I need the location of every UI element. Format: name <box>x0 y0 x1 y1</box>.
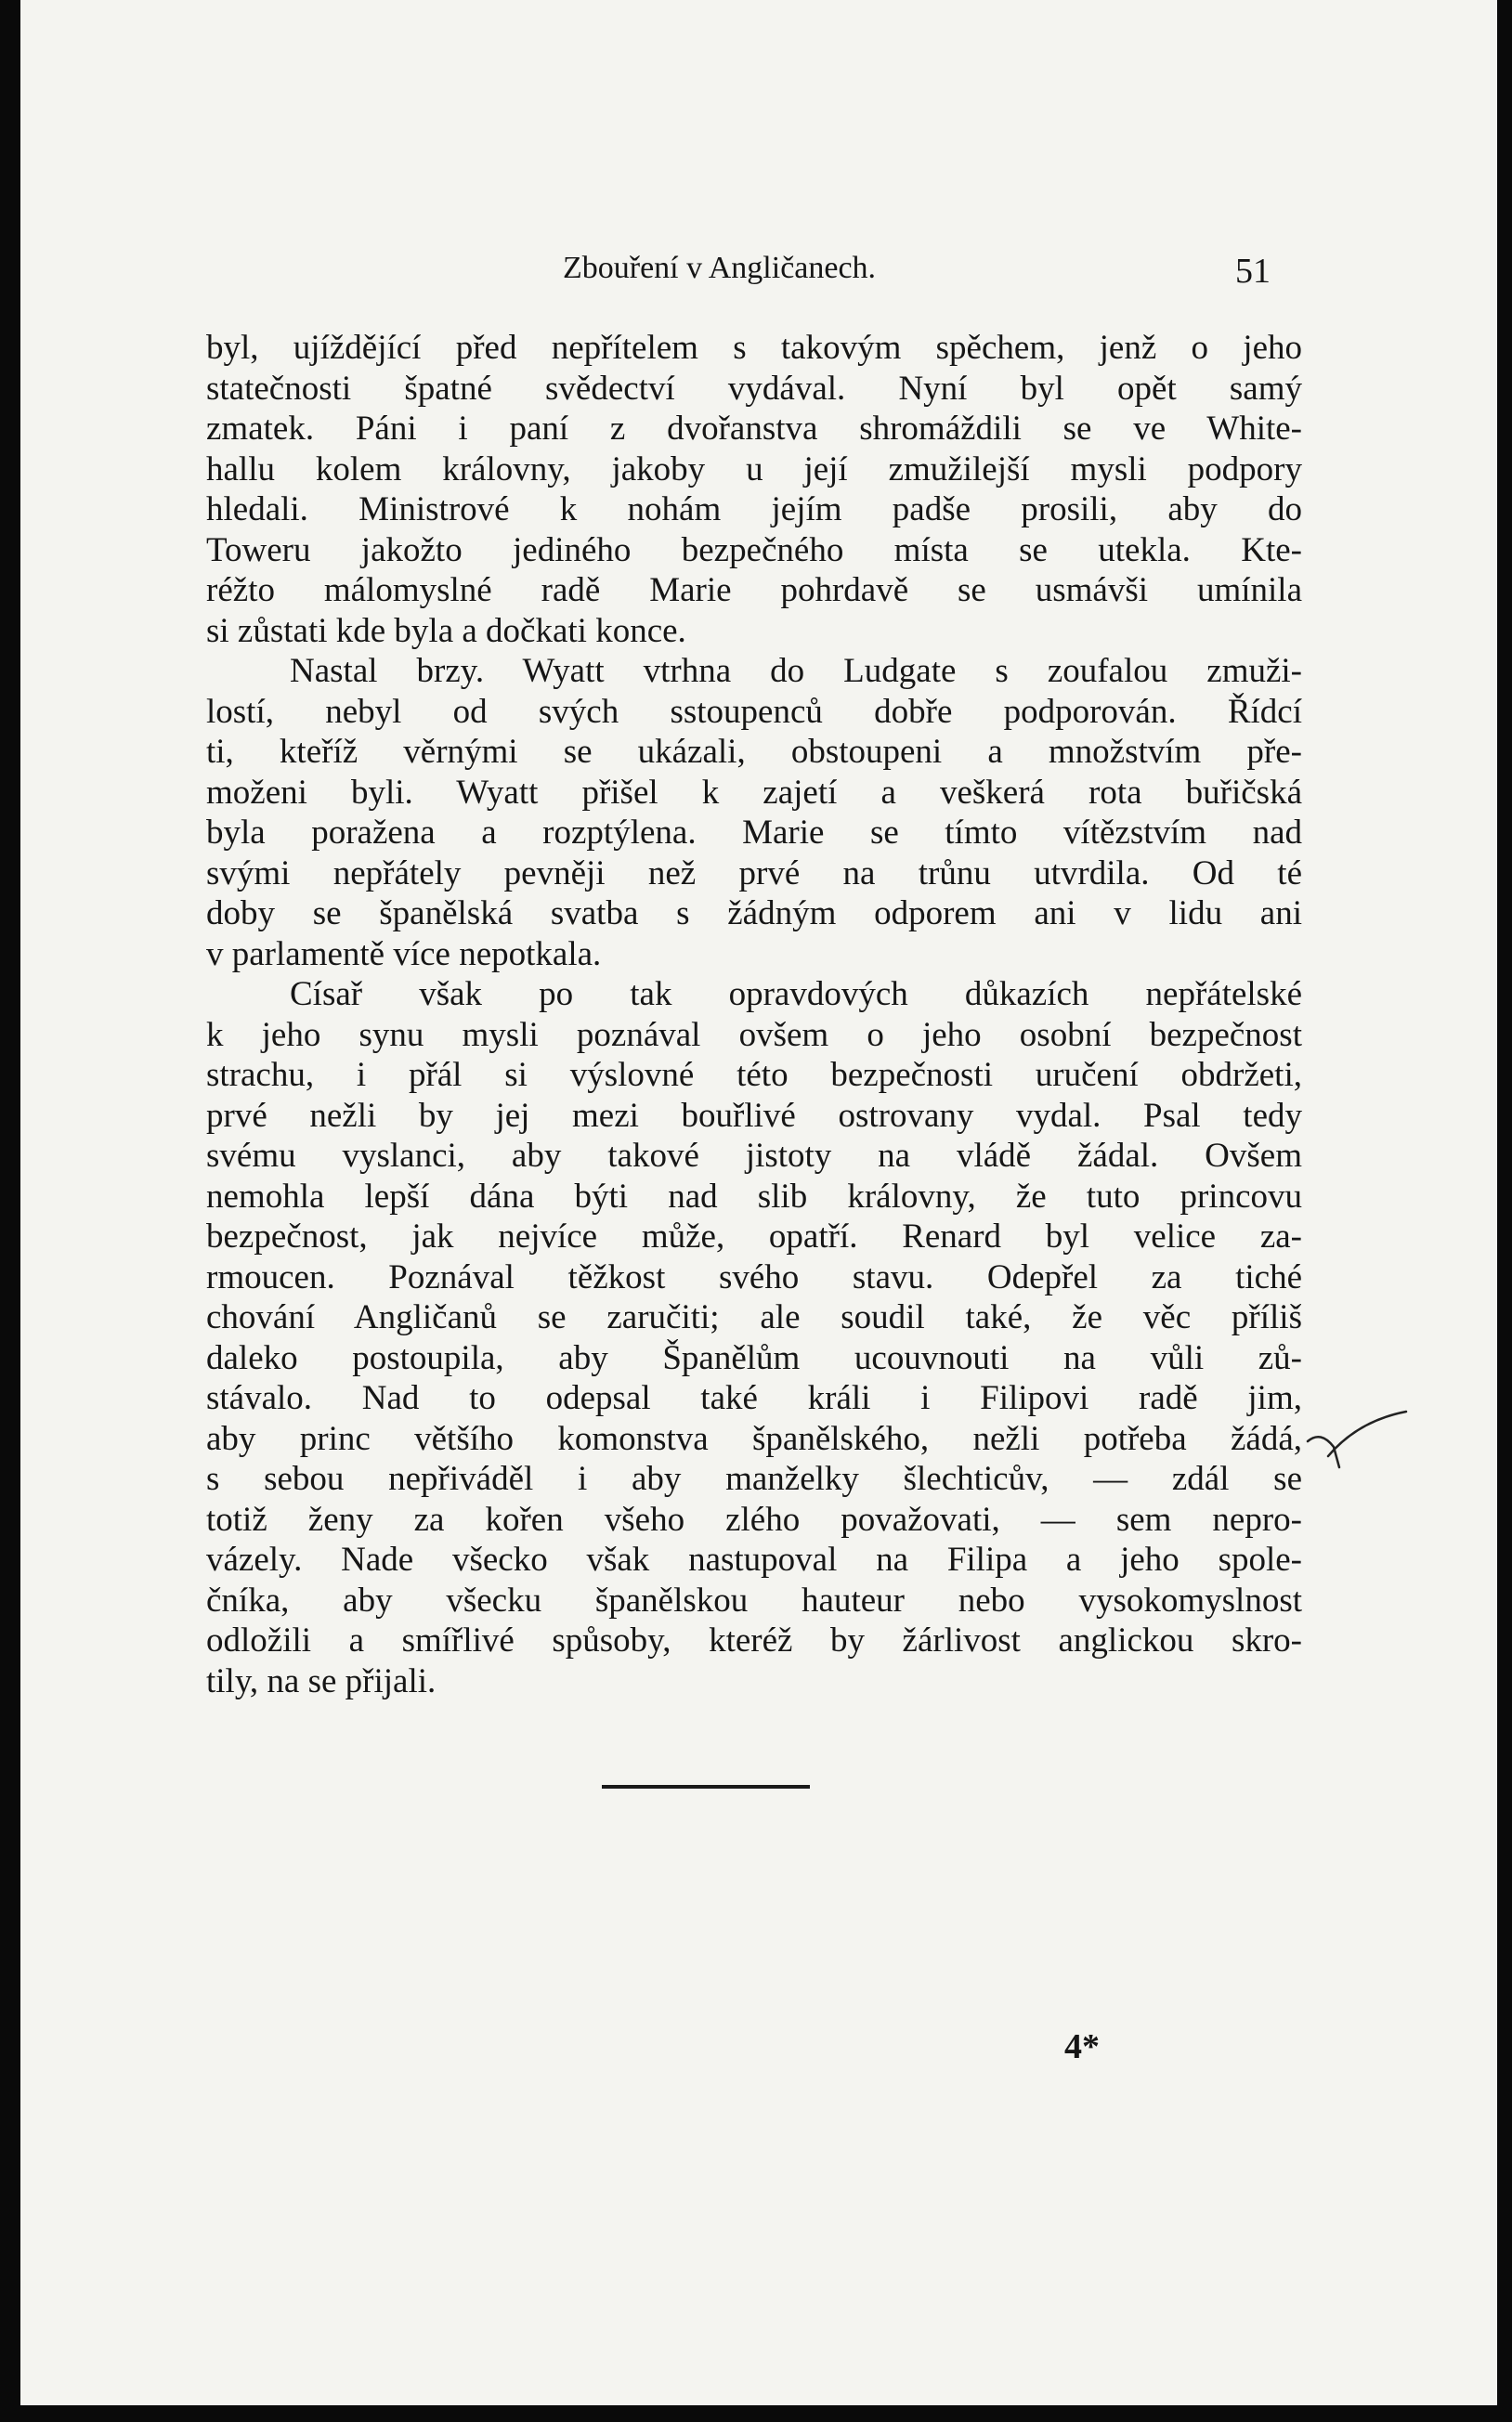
section-end-rule <box>602 1785 810 1789</box>
text-line: s sebou nepřiváděl i aby manželky šlechticův, — zdál se <box>206 1460 1302 1498</box>
text-line: réžto málomyslné radě Marie pohrdavě se usmávši umínila <box>206 571 1302 609</box>
text-line: svému vyslanci, aby takové jistoty na vládě žádal. Ovšem <box>206 1137 1302 1175</box>
body-text <box>206 328 1302 1701</box>
text-line: rmoucen. Poznával těžkost svého stavu. Odepřel za tiché <box>206 1257 1302 1296</box>
text-line: svými nepřátely pevněji než prvé na trůnu utvrdila. Od té <box>206 853 1302 892</box>
scan-right-edge <box>1497 0 1512 2422</box>
margin-pencil-mark <box>1302 1402 1414 1486</box>
scan-bottom-edge <box>0 2405 1512 2422</box>
text-line: odložili a smířlivé spůsoby, kteréž by žárlivost anglickou skro- <box>206 1621 1302 1660</box>
signature-mark: 4* <box>1064 2027 1100 2066</box>
text-line: totiž ženy za kořen všeho zlého považovati, — sem nepro- <box>206 1500 1302 1539</box>
text-line: tily, na se přijali. <box>206 1661 437 1700</box>
text-line: moženi byli. Wyatt přišel k zajetí a veškerá rota buřičská <box>206 773 1302 812</box>
running-title: Zbouření v Angličanech. <box>563 251 877 285</box>
text-line: prvé nežli by jej mezi bouřlivé ostrovany vydal. Psal tedy <box>206 1096 1302 1135</box>
text-line: chování Angličanů se zaručiti; ale soudil také, že věc příliš <box>206 1298 1302 1336</box>
text-line: stávalo. Nad to odepsal také králi i Filipovi radě jim, <box>206 1379 1302 1417</box>
text-line: daleko postoupila, aby Španělům ucouvnouti na vůli zů- <box>206 1338 1302 1377</box>
text-line: lostí, nebyl od svých sstoupenců dobře podporován. Řídcí <box>206 692 1302 731</box>
page-header <box>20 251 1497 306</box>
text-line: doby se španělská svatba s žádným odporem ani v lidu ani <box>206 894 1302 932</box>
text-line: zmatek. Páni i paní z dvořanstva shromáždili se ve White- <box>206 410 1302 448</box>
text-line: hledali. Ministrové k nohám jejím padše prosili, aby do <box>206 490 1302 528</box>
book-page <box>20 0 1497 2405</box>
text-line: v parlamentě více nepotkala. <box>206 934 602 973</box>
text-line: hallu kolem královny, jakoby u její zmužilejší mysli podpory <box>206 449 1302 488</box>
text-line: strachu, i přál si výslovné této bezpečnosti uručení obdržeti, <box>206 1056 1302 1094</box>
text-line: ti, kteříž věrnými se ukázali, obstoupeni a množstvím pře- <box>206 733 1302 771</box>
scan-left-edge <box>0 0 20 2422</box>
text-line: bezpečnost, jak nejvíce může, opatří. Renard byl velice za- <box>206 1218 1302 1256</box>
text-line: si zůstati kde byla a dočkati konce. <box>206 611 686 650</box>
page-number: 51 <box>1235 252 1271 291</box>
text-line: Nastal brzy. Wyatt vtrhna do Ludgate s zoufalou zmuži- <box>290 652 1302 690</box>
text-line: byl, ujíždějící před nepřítelem s takovým spěchem, jenž o jeho <box>206 329 1302 367</box>
text-line: vázely. Nade všecko však nastupoval na Filipa a jeho spole- <box>206 1541 1302 1579</box>
text-line: čníka, aby všecku španělskou hauteur nebo vysokomyslnost <box>206 1581 1302 1620</box>
text-line: byla poražena a rozptýlena. Marie se tímto vítězstvím nad <box>206 814 1302 852</box>
text-line: k jeho synu mysli poznával ovšem o jeho osobní bezpečnost <box>206 1015 1302 1054</box>
text-line: nemohla lepší dána býti nad slib královny, že tuto princovu <box>206 1177 1302 1216</box>
text-line: Toweru jakožto jediného bezpečného místa se utekla. Kte- <box>206 530 1302 569</box>
text-line: Císař však po tak opravdových důkazích nepřátelské <box>290 975 1302 1013</box>
text-line: statečnosti špatné svědectví vydával. Nyní byl opět samý <box>206 369 1302 408</box>
text-line: aby princ většího komonstva španělského, nežli potřeba žádá, <box>206 1419 1302 1458</box>
